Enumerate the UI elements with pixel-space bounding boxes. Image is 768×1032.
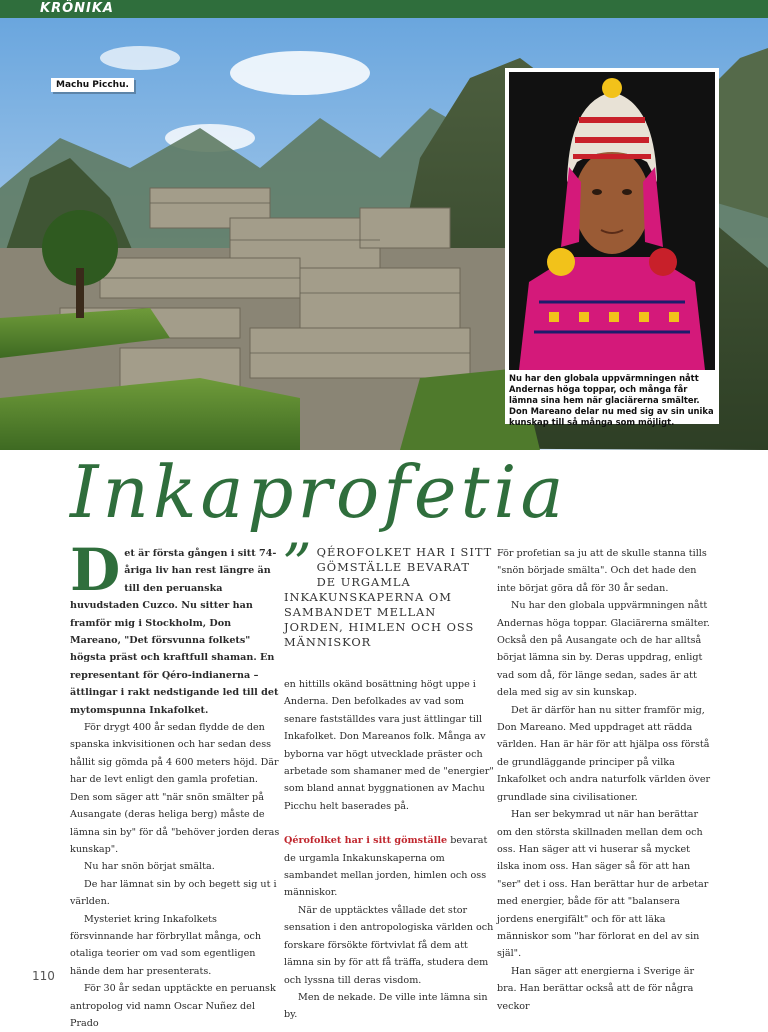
body-paragraph: Han säger att energierna i Sverige är bra. Han berättar också att de för några veckor — [497, 965, 695, 1012]
page-number: 110 — [32, 969, 55, 983]
lead-in-rest: bevarat de urgamla Inkakunskaperna om sambandet mellan jorden, himlen och oss människor. — [284, 835, 488, 899]
quote-mark-icon: ” — [282, 531, 313, 599]
column-2 — [282, 531, 494, 1024]
body-paragraph: en hittills okänd bosättning högt uppe i Anderna. Den befolkades av vad som senare fastställdes vara just ättlingar till Inkafolket. Don Mareanos folk. Många av byborna var högt utvecklade präster och arbetade som shamaner med de "energier" som bland annat byggnationen av Machu Picchu helt baserades på. — [284, 679, 494, 812]
body-paragraph: Men de nekade. De ville inte lämna sin by. — [284, 991, 488, 1021]
body-paragraph: För drygt 400 år sedan flydde de den spanska inkvisitionen och har sedan dess hållit sig gömda på 4 600 meters höjd. Där har de levt enligt den gamla profetian. Den som säger att "när snön smälter på Ausangate (deras heliga berg) måste de lämna sin by" för då "behöver jorden deras kunskap". — [70, 722, 280, 855]
drop-cap: D — [70, 536, 121, 604]
section-label: KRÖNIKA — [40, 1, 114, 16]
body-paragraph: Mysteriet kring Inkafolkets försvinnande har förbryllat många, och otaliga teorier om vad som egentligen hände dem har presenterats. — [70, 913, 262, 977]
ingress — [70, 536, 280, 719]
body-paragraph: När de upptäcktes vållade det stor sensation i den antropologiska världen och forskare försökte förtvivlat få dem att lämna sin by för att få träffa, studera dem och lyssna till deras visdom. — [284, 904, 494, 986]
header-band — [0, 0, 768, 18]
article-title: Inkaprofetia — [70, 450, 568, 534]
body-paragraph: Nu har snön börjat smälta. — [84, 861, 215, 873]
portrait-photo — [505, 68, 719, 427]
portrait-caption: Nu har den globala uppvärmningen nått Andernas höga toppar, och många får lämna sina hem när glaciärerna smälter. Don Mareano delar nu med sig av sin unika kunskap till så många som möjligt. — [509, 373, 714, 427]
body-paragraph-lead — [284, 832, 494, 902]
body-paragraph: Det är därför han nu sitter framför mig, Don Mareano. Med uppdraget att rädda världen. Han är här för att hjälpa oss förstå de grundläggande principer på vilka Inkafolket och andra naturfolk världen över grundlade sina civilisationer. — [497, 704, 711, 803]
pull-quote-text: QÉROFOLKET HAR I SITT GÖMSTÄLLE BEVARAT DE URGAMLA INKAKUNSKAPERNA OM SAMBANDET MELLAN JORDEN, HIMLEN OCH OSS MÄNNISKOR — [284, 545, 493, 649]
column-1 — [70, 536, 280, 1032]
column-3 — [497, 545, 715, 1015]
body-paragraph: För profetian sa ju att de skulle stanna tills "snön började smälta". Och det hade den inte börjat göra då för 30 år sedan. — [497, 548, 707, 594]
body-paragraph: Han ser bekymrad ut när han berättar om den största skillnaden mellan dem och oss. Han säger att vi huserar så mycket ilska inom oss. Han säger så för att han "ser" det i oss. Han berättar hur de arbetar med energier, både för att "balansera jordens energifält" och för att läka människor som "har förlorat en del av sin själ". — [497, 809, 709, 960]
don-mareano-image — [509, 72, 715, 370]
body-paragraph: För 30 år sedan upptäckte en peruansk antropolog vid namn Oscar Nuñez del Prado — [70, 983, 276, 1029]
body-paragraph: De har lämnat sin by och begett sig ut i världen. — [70, 878, 277, 908]
lead-in-red: Qérofolket har i sitt gömställe — [284, 835, 448, 847]
body-paragraph: Nu har den globala uppvärmningen nått Andernas höga toppar. Glaciärerna smälter. Också den på Ausangate och de har alltså börjat lämna sin by. Deras uppdrag, enligt vad som då, för länge sedan, sades är att dela med sig av sin kunskap. — [497, 600, 710, 699]
hero-caption: Machu Picchu. — [51, 78, 134, 92]
ingress-text: et är första gången i sitt 74-åriga liv han rest längre än till den peruanska huvudstaden Cuzco. Nu sitter han framför mig i Stockholm, Don Mareano, "Det försvunna folkets" högsta präst och kraftfull shaman. En representant för Qéro-indianerna – ättlingar i rakt nedstigande led till det mytomspunna Inkafolket. — [70, 548, 279, 716]
pull-quote — [282, 531, 494, 650]
